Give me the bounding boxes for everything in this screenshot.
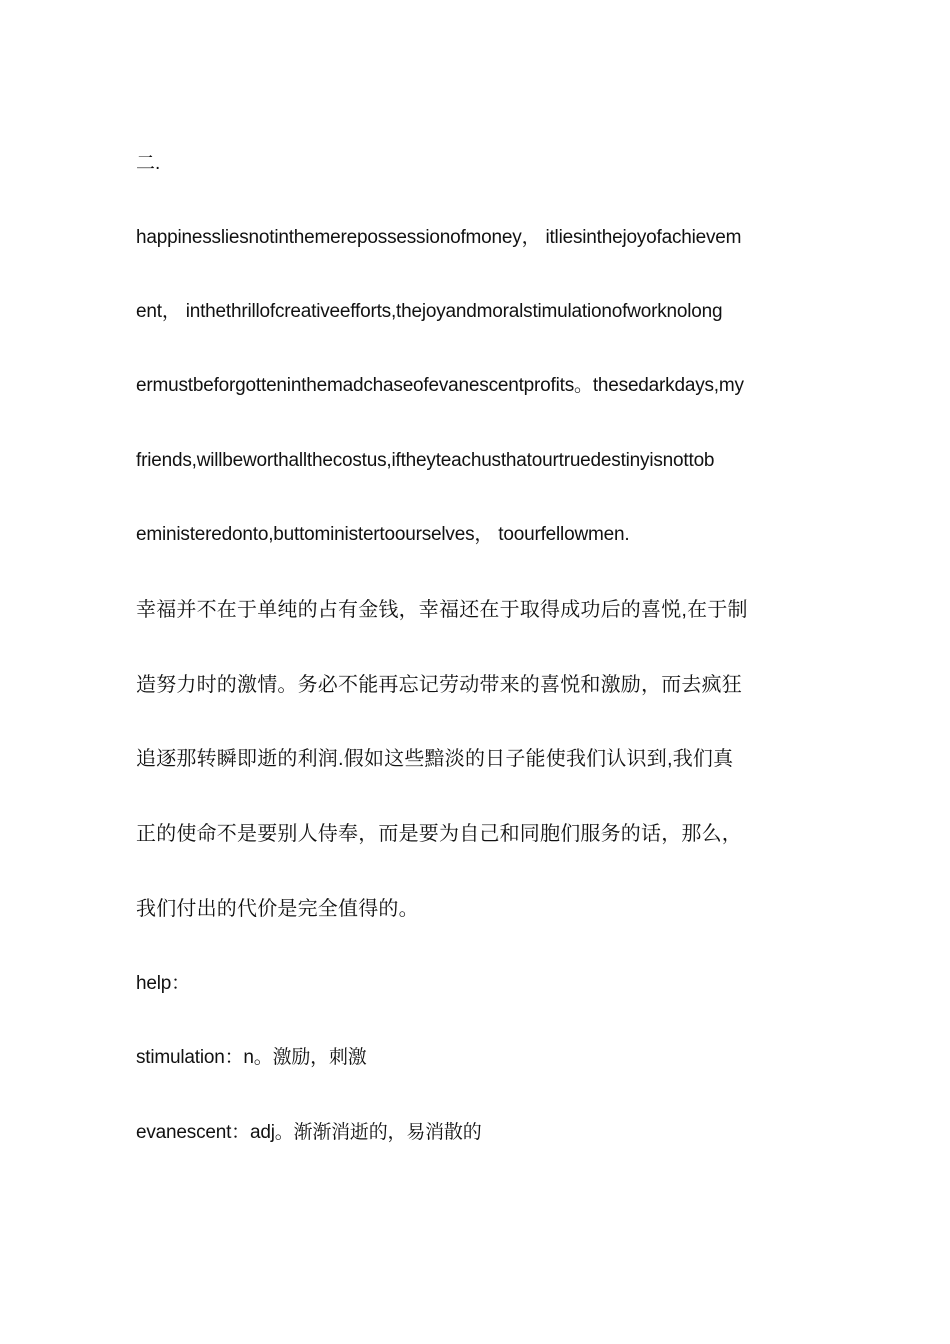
english-text-line-4: friends,willbeworthallthecostus,iftheyteachusthatourtruedestinyisnottob	[136, 450, 715, 471]
chinese-text-line-4: 正的使命不是要别人侍奉，而是要为自己和同胞们服务的话，那么，	[136, 823, 742, 845]
english-text-line-1: happinessliesnotinthemerepossessionofmoney， itliesinthejoyofachievem	[136, 227, 742, 248]
english-text-line-5: eministeredonto,buttoministertoourselves， toourfellowmen.	[136, 524, 630, 545]
chinese-text-line-1: 幸福并不在于单纯的占有金钱，幸福还在于取得成功后的喜悦,在于制	[136, 599, 748, 621]
chinese-text-line-2: 造努力时的激情。务必不能再忘记劳动带来的喜悦和激励，而去疯狂	[136, 674, 742, 696]
english-text-line-3: ermustbeforgotteninthemadchaseofevanescentprofits。thesedarkdays,my	[136, 375, 744, 396]
glossary-item-evanescent: evanescent：adj。渐渐消逝的，易消散的	[136, 1122, 482, 1143]
section-heading: 二.	[136, 153, 161, 174]
chinese-text-line-5: 我们付出的代价是完全值得的。	[136, 898, 419, 920]
chinese-text-line-3: 追逐那转瞬即逝的利润.假如这些黯淡的日子能使我们认识到,我们真	[136, 748, 734, 770]
help-label: help：	[136, 973, 190, 994]
english-text-line-2: ent， inthethrillofcreativeefforts,thejoyandmoralstimulationofworknolong	[136, 301, 723, 322]
glossary-item-stimulation: stimulation：n。激励，刺激	[136, 1047, 367, 1068]
